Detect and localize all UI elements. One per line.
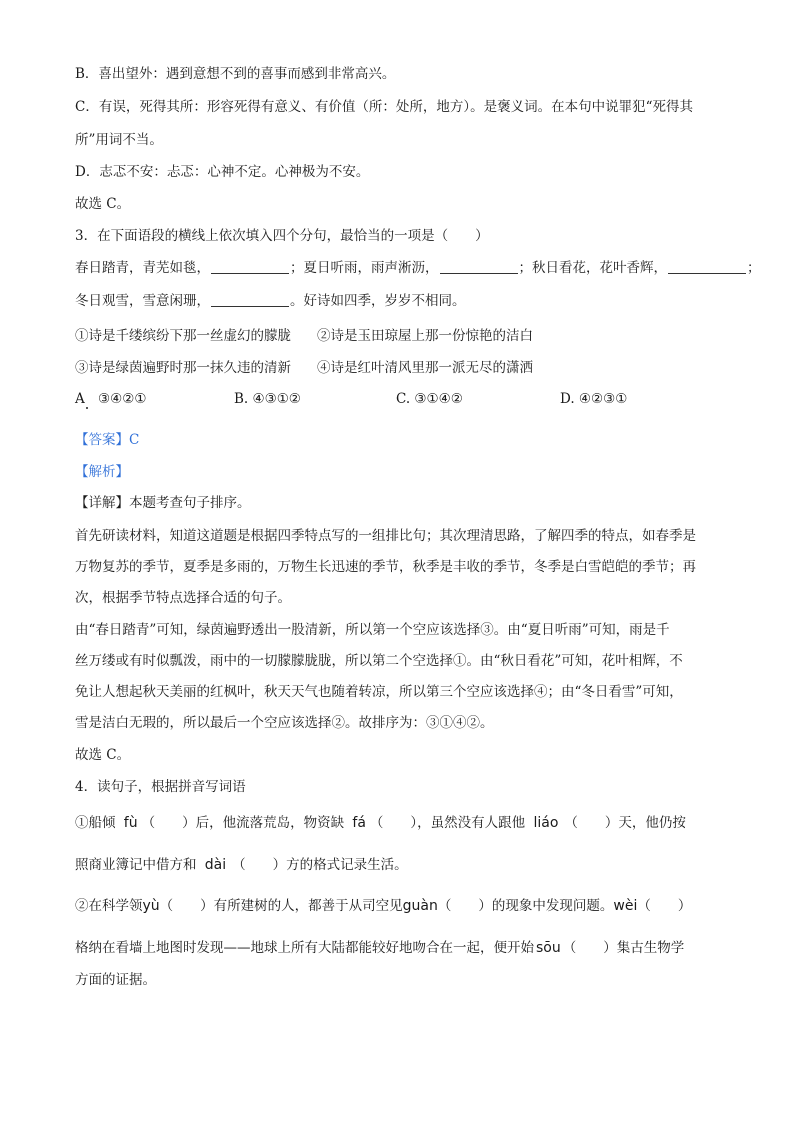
q4-line1: ①船倾 fù （ ）后，他流落荒岛，物资缺 fá （ ），虽然没有人跟他 liáo （ ）天，他仍按 bbox=[75, 815, 686, 831]
q3-option-b: B. ④③①② bbox=[234, 391, 301, 407]
explanation-line4: 由“春日踏青”可知，绿茵遍野透出一股清新，所以第一个空应该选择③。由“夏日听雨”可知，雨是千 bbox=[75, 622, 670, 638]
q3-sentences-row1: ①诗是千缕缤纷下那一丝虚幻的朦胧 ②诗是玉田琼屋上那一份惊艳的洁白 bbox=[75, 328, 533, 344]
q3-option-a: A ③④②① bbox=[75, 391, 147, 407]
fill-blank-2 bbox=[440, 259, 518, 274]
q4-line3: ②在科学领yù（ ）有所建树的人，都善于从司空见guàn（ ）的现象中发现问题。wèi（ ） bbox=[75, 898, 692, 914]
q2-conclusion: 故选 C。 bbox=[75, 196, 131, 212]
option-c-line2: 所”用词不当。 bbox=[75, 132, 163, 148]
explanation-line2: 万物复苏的季节，夏季是多雨的，万物生长迅速的季节，秋季是丰收的季节，冬季是白雪皑皑的季节；再 bbox=[75, 559, 696, 575]
detail-label: 【详解】本题考查句子排序。 bbox=[75, 495, 251, 511]
q3-option-c: C. ③①④② bbox=[396, 391, 463, 407]
analysis-label: 【解析】 bbox=[75, 464, 129, 480]
explanation-line5: 丝万缕或有时似瓢泼，雨中的一切朦朦胧胧，所以第二个空选择①。由“秋日看花”可知，花叶相辉，不 bbox=[75, 653, 683, 669]
q4-stem: 4．读句子，根据拼音写词语 bbox=[75, 779, 246, 795]
q3-passage-line1: 春日踏青，青芜如毯， ；夏日听雨，雨声淅沥， ；秋日看花，花叶香辉， ； bbox=[75, 260, 761, 276]
answer-label: 【答案】C bbox=[75, 432, 140, 448]
dot-mark bbox=[86, 407, 88, 409]
fill-blank-1 bbox=[211, 259, 289, 274]
explanation-line3: 次，根据季节特点选择合适的句子。 bbox=[75, 590, 291, 606]
q4-line2: 照商业簿记中借方和 dài （ ）方的格式记录生活。 bbox=[75, 857, 408, 873]
explanation-line1: 首先研读材料，知道这道题是根据四季特点写的一组排比句；其次理清思路，了解四季的特点，如春季是 bbox=[75, 528, 696, 544]
option-c-line1: C．有误，死得其所：形容死得有意义、有价值（所：处所，地方）。是褒义词。在本句中说罪犯“死得其 bbox=[75, 99, 693, 115]
fill-blank-4 bbox=[211, 292, 289, 307]
q3-option-d: D. ④②③① bbox=[560, 391, 628, 407]
q4-line4: 格纳在看墙上地图时发现——地球上所有大陆都能较好地吻合在一起，便开始 sōu （ ）集古生物学 bbox=[75, 940, 685, 956]
q4-line5: 方面的证据。 bbox=[75, 972, 156, 988]
explanation-line6: 免让人想起秋天美丽的红枫叶，秋天天气也随着转凉，所以第三个空应该选择④；由“冬日看雪”可知， bbox=[75, 684, 683, 700]
q3-stem: 3．在下面语段的横线上依次填入四个分句，最恰当的一项是（ ） bbox=[75, 228, 489, 244]
q3-passage-line2: 冬日观雪，雪意闲珊， 。好诗如四季，岁岁不相同。 bbox=[75, 293, 466, 309]
q3-conclusion: 故选 C。 bbox=[75, 747, 131, 763]
fill-blank-3 bbox=[668, 259, 746, 274]
q3-sentences-row2: ③诗是绿茵遍野时那一抹久违的清新 ④诗是红叶清风里那一派无尽的潇洒 bbox=[75, 360, 533, 376]
option-b: B．喜出望外：遇到意想不到的喜事而感到非常高兴。 bbox=[75, 66, 396, 82]
explanation-line7: 雪是洁白无瑕的，所以最后一个空应该选择②。故排序为：③①④②。 bbox=[75, 715, 494, 731]
option-d: D．志忑不安：忐忑：心神不定。心神极为不安。 bbox=[75, 164, 370, 180]
